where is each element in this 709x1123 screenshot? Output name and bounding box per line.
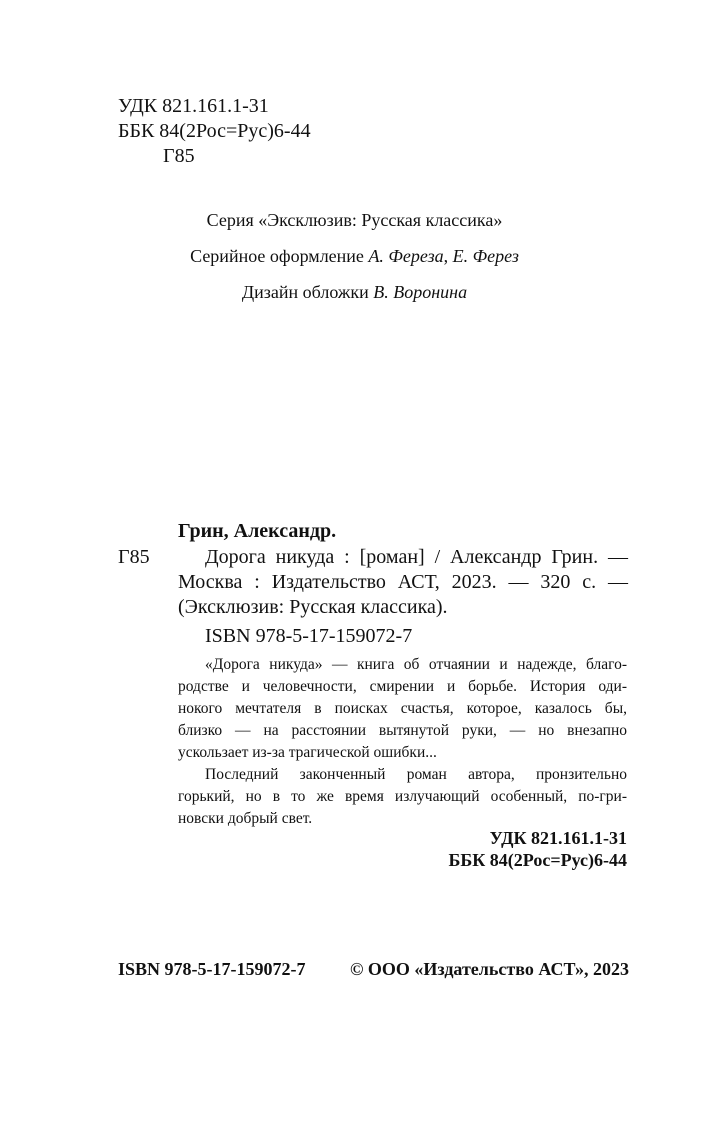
annotation-p2-line: Последний законченный роман автора, пронзительно — [205, 766, 627, 783]
series-designer-1: А. Фереза — [368, 246, 444, 266]
designer-separator: , — [443, 246, 449, 266]
annotation-p1-line: «Дорога никуда» — книга об отчаянии и надежде, благо- — [205, 656, 627, 673]
annotation-p2-line: горький, но в то же время излучающий особенный, по-гри- — [178, 788, 627, 805]
card-desc-line-3: (Эксклюзив: Русская классика). — [178, 596, 448, 618]
cover-design-label: Дизайн обложки — [241, 282, 369, 302]
udk-code-bottom: УДК 821.161.1-31 — [489, 828, 627, 848]
bbk-code-bottom: ББК 84(2Рос=Рус)6-44 — [448, 850, 627, 870]
footer-copyright: © ООО «Издательство АСТ», 2023 — [349, 959, 629, 979]
card-desc-line-1: Дорога никуда : [роман] / Александр Грин. — — [205, 546, 628, 568]
cover-designer: В. Воронина — [373, 282, 468, 302]
cover-design-line — [0, 281, 709, 303]
annotation-p2-line: новски добрый свет. — [178, 810, 313, 827]
card-isbn: ISBN 978-5-17-159072-7 — [205, 625, 413, 647]
series-designer-2: Е. Ферез — [452, 246, 519, 266]
annotation-p1-line: нокого мечтателя в поисках счастья, которое, казалось бы, — [178, 700, 627, 717]
author-sign-top: Г85 — [163, 145, 195, 167]
udk-code-top: УДК 821.161.1-31 — [118, 95, 269, 117]
annotation-p1-line: родстве и человечности, смирении и борьбе. История оди- — [178, 678, 627, 695]
series-design-label: Серийное оформление — [190, 246, 364, 266]
annotation-p1-line: близко — на расстоянии вытянутой руки, — но внезапно — [178, 722, 627, 739]
bbk-code-top: ББК 84(2Рос=Рус)6-44 — [118, 120, 311, 142]
footer-isbn: ISBN 978-5-17-159072-7 — [118, 959, 306, 979]
series-line: Серия «Эксклюзив: Русская классика» — [206, 210, 503, 230]
annotation-p1-line: ускользает из-за трагической ошибки... — [178, 744, 437, 761]
author-heading: Грин, Александр. — [178, 520, 337, 542]
series-design-line — [0, 245, 709, 267]
card-desc-line-2: Москва : Издательство АСТ, 2023. — 320 с. — — [178, 571, 628, 593]
author-sign-card: Г85 — [118, 546, 150, 568]
